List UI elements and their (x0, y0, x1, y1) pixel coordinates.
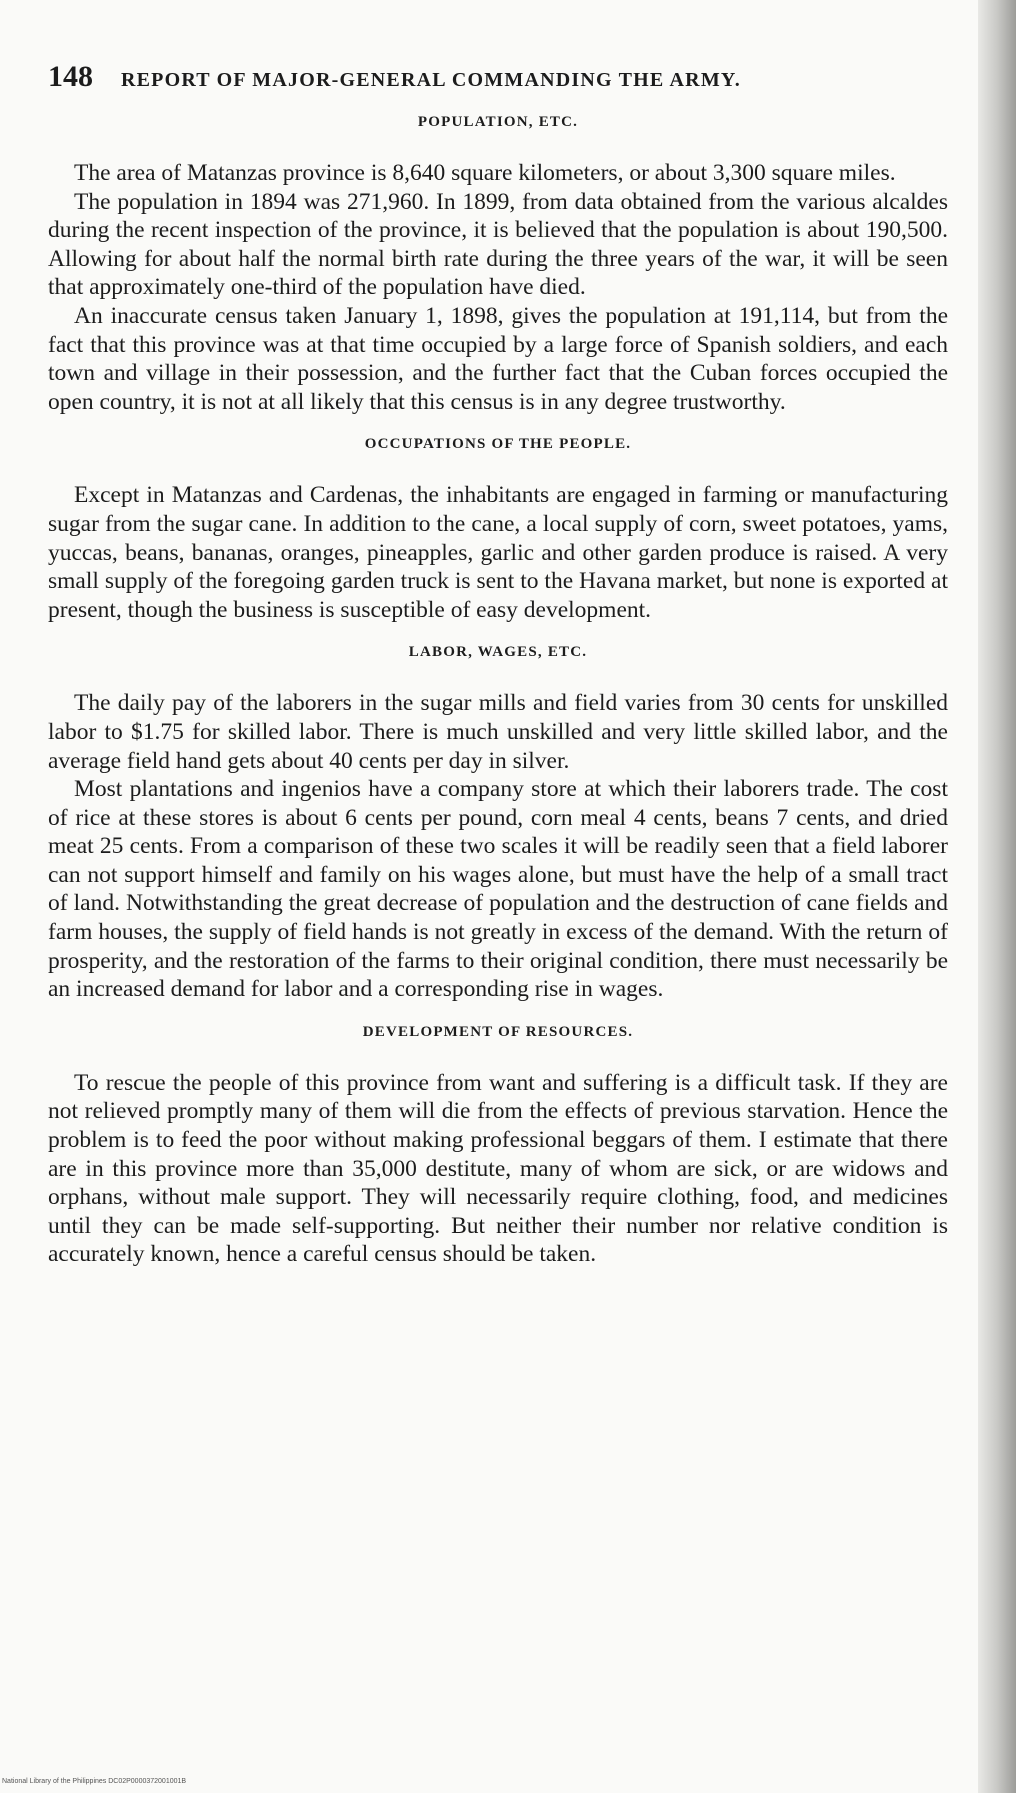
paragraph: To rescue the people of this province from want and suffering is a difficult task. If they are not relieved promptly many of them will die from the effects of previous starvation. Hence the problem is to feed the poor without making professional beggars of them. I estimate that there are in this province more than 35,000 destitute, many of whom are sick, or are widows and orphans, without male support. They will necessarily require clothing, food, and medicines until they can be made self-supporting. But neither their number nor relative condition is accurately known, hence a careful census should be taken. (48, 1069, 948, 1268)
section-population (48, 114, 948, 416)
scan-source-note: National Library of the Philippines DC02P0000372001001B (2, 1778, 187, 1785)
paragraph: The population in 1894 was 271,960. In 1899, from data obtained from the various alcaldes during the recent inspection of the province, it is believed that the population is about 190,500. Allowing for about half the normal birth rate during the three years of the war, it will be seen that approximately one-third of the population have died. (48, 188, 948, 301)
paragraph: An inaccurate census taken January 1, 1898, gives the population at 191,114, but from the fact that this province was at that time occupied by a large force of Spanish soldiers, and each town and village in their possession, and the further fact that the Cuban forces occupied the open country, it is not at all likely that this census is in any degree trustworthy. (48, 302, 948, 415)
paragraph: Most plantations and ingenios have a company store at which their laborers trade. The cost of rice at these stores is about 6 cents per pound, corn meal 4 cents, beans 7 cents, and dried meat 25 cents. From a comparison of these two scales it will be readily seen that a field laborer can not support himself and family on his wages alone, but must have the help of a small tract of land. Notwithstanding the great decrease of population and the destruction of cane fields and farm houses, the supply of field hands is not greatly in excess of the demand. With the return of prosperity, and the restoration of the farms to their original condition, there must necessarily be an increased demand for labor and a corresponding rise in wages. (48, 776, 948, 1003)
page-edge-shadow (978, 0, 1016, 1793)
running-head (48, 60, 948, 94)
section-labor-wages (48, 644, 948, 1004)
section-heading: DEVELOPMENT OF RESOURCES. (362, 1023, 634, 1040)
paragraph: The area of Matanzas province is 8,640 square kilometers, or about 3,300 square miles. (74, 160, 896, 186)
paragraph: The daily pay of the laborers in the sugar mills and field varies from 30 cents for unskilled labor to $1.75 for skilled labor. There is much unskilled and very little skilled labor, and the average field hand gets about 40 cents per day in silver. (48, 690, 948, 774)
section-heading: POPULATION, ETC. (417, 114, 579, 130)
section-heading: LABOR, WAGES, ETC. (408, 644, 588, 661)
running-title: REPORT OF MAJOR-GENERAL COMMANDING THE ARMY. (121, 69, 741, 91)
section-development-of-resources (48, 1024, 948, 1269)
paragraph: Except in Matanzas and Cardenas, the inhabitants are engaged in farming or manufacturing sugar from the sugar cane. In addition to the cane, a local supply of corn, sweet potatoes, yams, yuccas, beans, bananas, oranges, pineapples, garlic and other garden produce is raised. A very small supply of the foregoing garden truck is sent to the Havana market, but none is exported at present, though the business is susceptible of easy development. (48, 482, 948, 623)
document-page (48, 60, 948, 1269)
section-heading: OCCUPATIONS OF THE PEOPLE. (364, 436, 632, 453)
page-number: 148 (48, 60, 93, 93)
section-occupations (48, 436, 948, 624)
